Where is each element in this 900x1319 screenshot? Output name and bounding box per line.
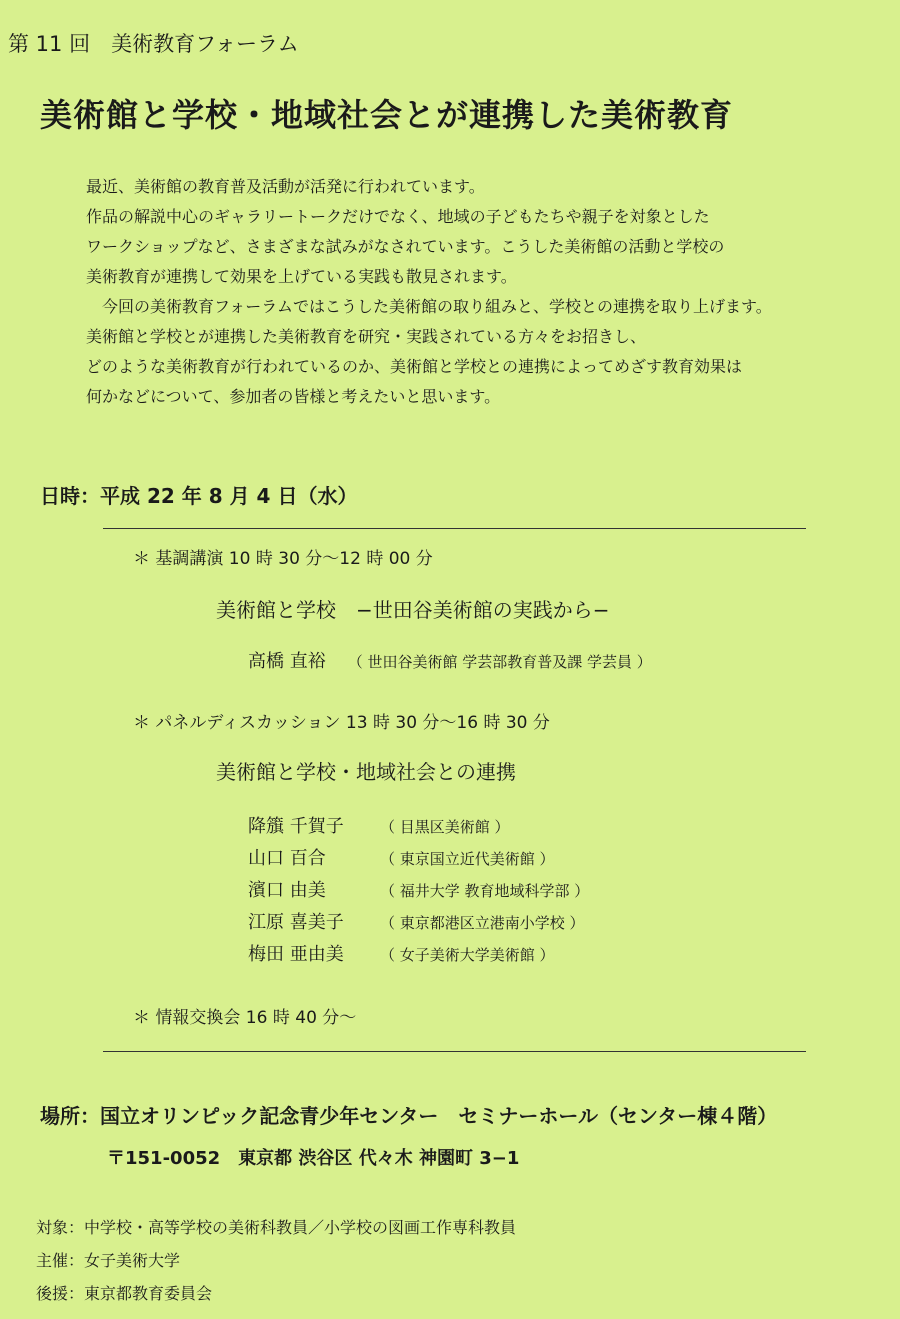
panelist-name: 江原 喜美子 xyxy=(248,912,344,933)
panelist-row xyxy=(248,876,589,902)
panelist-name: 山口 百合 xyxy=(248,848,326,869)
intro-line: 最近、美術館の教育普及活動が活発に行われています。 xyxy=(86,177,485,196)
venue-name: 場所：国立オリンピック記念青少年センター xyxy=(40,1104,439,1128)
intro-line: 美術教育が連携して効果を上げている実践も散見されます。 xyxy=(86,267,517,286)
keynote-speaker-name: 高橋 直裕 xyxy=(248,651,326,672)
event-date: 日時：平成 22 年 8 月 4 日（水） xyxy=(40,484,358,508)
intro-line: ワークショップなど、さまざまな試みがなされています。こうした美術館の活動と学校の xyxy=(86,237,725,256)
supporter: 後援：東京都教育委員会 xyxy=(36,1284,213,1303)
panelist-name: 梅田 亜由美 xyxy=(248,944,344,965)
series-label: 第 11 回 美術教育フォーラム xyxy=(8,32,299,56)
intro-line: 美術館と学校とが連携した美術教育を研究・実践されている方々をお招きし、 xyxy=(86,327,647,346)
panel-title: 美術館と学校・地域社会との連携 xyxy=(216,760,516,784)
panel-session: ＊ パネルディスカッション 13 時 30 分〜16 時 30 分 xyxy=(133,713,550,733)
keynote-speaker-affiliation: （ 世田谷美術館 学芸部教育普及課 学芸員 ） xyxy=(347,653,652,671)
panelist-row xyxy=(248,844,555,870)
intro-paragraph xyxy=(86,172,772,412)
panelist-affiliation: （ 東京国立近代美術館 ） xyxy=(380,850,555,868)
panelist-name: 降籏 千賀子 xyxy=(248,816,344,837)
keynote-speaker xyxy=(248,647,652,673)
panelist-row xyxy=(248,940,555,966)
venue-hall: セミナーホール（センター棟４階） xyxy=(458,1104,778,1128)
street-address: 東京都 渋谷区 代々木 神園町 3−1 xyxy=(238,1148,520,1169)
panelist-affiliation: （ 目黒区美術館 ） xyxy=(380,818,510,836)
organizer: 主催：女子美術大学 xyxy=(36,1251,181,1270)
panelist-affiliation: （ 東京都港区立港南小学校 ） xyxy=(380,914,585,932)
postal-code: 〒151-0052 xyxy=(107,1148,221,1169)
divider-top xyxy=(103,528,806,529)
panelist-row xyxy=(248,908,585,934)
panelist-name: 濱口 由美 xyxy=(248,880,326,901)
page-title: 美術館と学校・地域社会とが連携した美術教育 xyxy=(40,96,734,134)
intro-line: 作品の解説中心のギャラリートークだけでなく、地域の子どもたちや親子を対象とした xyxy=(86,207,710,226)
panelist-row xyxy=(248,812,510,838)
venue xyxy=(40,1100,777,1129)
intro-line: 何かなどについて、参加者の皆様と考えたいと思います。 xyxy=(86,387,501,406)
intro-line: どのような美術教育が行われているのか、美術館と学校との連携によってめざす教育効果は xyxy=(86,357,743,376)
divider-bottom xyxy=(103,1051,806,1052)
venue-address xyxy=(107,1144,519,1170)
keynote-session: ＊ 基調講演 10 時 30 分〜12 時 00 分 xyxy=(133,549,433,569)
intro-line: 今回の美術教育フォーラムではこうした美術館の取り組みと、学校との連携を取り上げます。 xyxy=(86,297,772,316)
exchange-session: ＊ 情報交換会 16 時 40 分〜 xyxy=(133,1008,357,1028)
audience: 対象：中学校・高等学校の美術科教員／小学校の図画工作専科教員 xyxy=(36,1218,517,1237)
panelist-affiliation: （ 福井大学 教育地域科学部 ） xyxy=(380,882,590,900)
keynote-title: 美術館と学校 −世田谷美術館の実践から− xyxy=(216,598,610,622)
panelist-affiliation: （ 女子美術大学美術館 ） xyxy=(380,946,555,964)
